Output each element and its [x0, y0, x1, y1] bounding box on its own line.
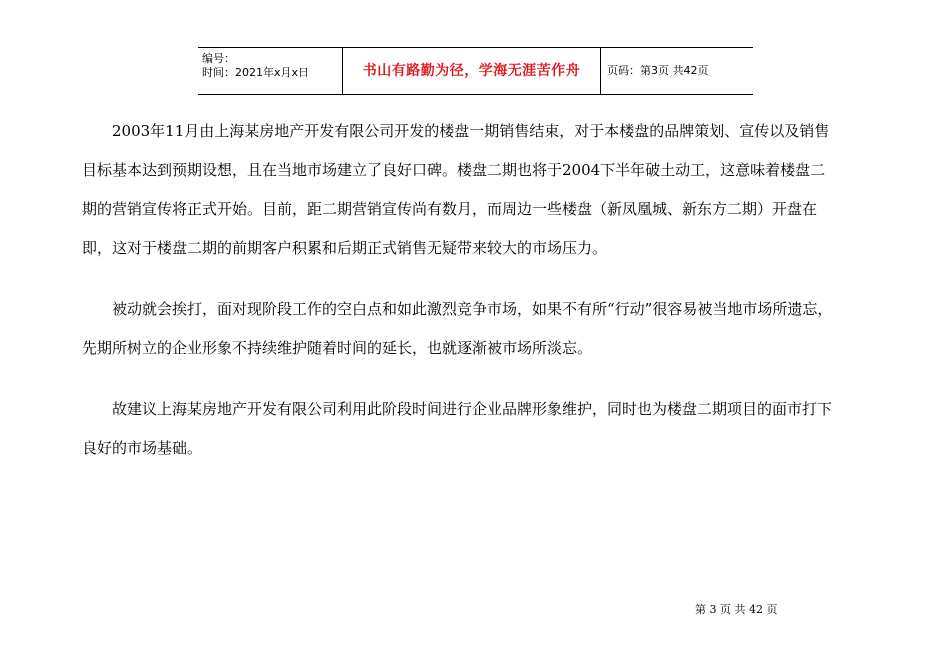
paragraph-line: 即，这对于楼盘二期的前期客户积累和后期正式销售无疑带来较大的市场压力。 [82, 239, 608, 257]
serial-number-label: 编号： [202, 52, 235, 65]
paragraph-line: 被动就会挨打，面对现阶段工作的空白点和如此激烈竞争市场，如果不有所“行动”很容易被当地市场所遗忘， [112, 300, 833, 318]
paragraph-line: 良好的市场基础。 [82, 439, 203, 457]
paragraph-line: 2003年11月由上海某房地产开发有限公司开发的楼盘一期销售结束，对于本楼盘的品牌策划、宣传以及销售 [112, 122, 830, 140]
header-motto-cell [343, 48, 601, 94]
document-header [198, 47, 753, 95]
document-body [82, 112, 882, 490]
header-meta [198, 48, 343, 94]
date-label: 时间：2021年x月x日 [202, 66, 310, 79]
header-motto: 书山有路勤为径，学海无涯苦作舟 [362, 63, 581, 79]
paragraph-line: 故建议上海某房地产开发有限公司利用此阶段时间进行企业品牌形象维护，同时也为楼盘二期项目的面市打下 [112, 400, 833, 418]
paragraph-2 [82, 290, 882, 368]
paragraph-line: 目标基本达到预期设想，且在当地市场建立了良好口碑。楼盘二期也将于2004下半年破土动工，这意味着楼盘二 [82, 161, 826, 179]
page-footer: 第 3 页 共 42 页 [695, 603, 778, 616]
paragraph-line: 先期所树立的企业形象不持续维护随着时间的延长，也就逐渐被市场所淡忘。 [82, 339, 593, 357]
header-page-info: 页码：第3页 共42页 [607, 64, 709, 77]
paragraph-1 [82, 112, 882, 268]
paragraph-line: 期的营销宣传将正式开始。目前，距二期营销宣传尚有数月，而周边一些楼盘（新凤凰城、新东方二期）开盘在 [82, 200, 818, 218]
paragraph-3 [82, 390, 882, 468]
